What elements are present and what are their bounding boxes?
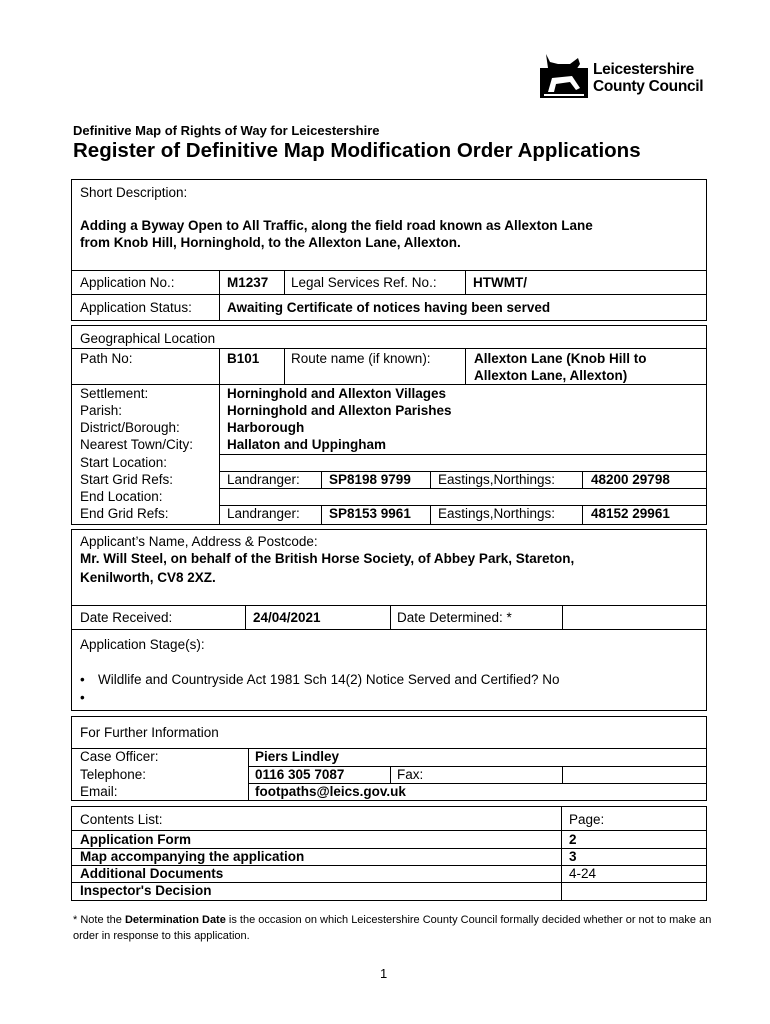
application-no-value: M1237 [227, 275, 269, 290]
date-determined-label: Date Determined: * [397, 610, 512, 625]
application-stages-label: Application Stage(s): [80, 637, 205, 652]
parish-label: Parish: [80, 403, 123, 418]
contents-item-page: 3 [569, 849, 577, 864]
contents-item-name: Map accompanying the application [80, 849, 305, 864]
start-location-label: Start Location: [80, 455, 168, 470]
nearest-town-label: Nearest Town/City: [80, 437, 194, 452]
start-eastings-label: Eastings,Northings: [438, 472, 556, 487]
contents-page-label: Page: [569, 812, 605, 827]
council-name [593, 61, 703, 95]
end-landranger-label: Landranger: [227, 506, 300, 521]
geographical-location-box [71, 325, 707, 525]
parish-value: Horninghold and Allexton Parishes [227, 403, 452, 418]
application-box [71, 179, 707, 321]
geo-heading: Geographical Location [80, 331, 216, 346]
short-description-label: Short Description: [80, 185, 188, 200]
doc-subtitle: Definitive Map of Rights of Way for Leicestershire [73, 123, 380, 138]
settlement-value: Horninghold and Allexton Villages [227, 386, 447, 401]
start-landranger-label: Landranger: [227, 472, 300, 487]
contents-item-page: 4-24 [569, 866, 597, 881]
short-description-line2: from Knob Hill, Horninghold, to the Allexton Lane, Allexton. [80, 235, 461, 250]
doc-title: Register of Definitive Map Modification Order Applications [73, 139, 641, 162]
contents-item-page: 2 [569, 832, 577, 847]
end-location-label: End Location: [80, 489, 163, 504]
end-eastings-value: 48152 29961 [591, 506, 670, 521]
applicant-label: Applicant’s Name, Address & Postcode: [80, 534, 318, 549]
end-landranger-value: SP8153 9961 [329, 506, 411, 521]
determination-note [73, 912, 713, 944]
logo-line-2: County Council [593, 78, 704, 95]
path-no-label: Path No: [80, 351, 133, 366]
further-heading: For Further Information [80, 725, 219, 740]
end-grid-label: End Grid Refs: [80, 506, 169, 521]
further-information-box [71, 716, 707, 801]
start-landranger-value: SP8198 9799 [329, 472, 411, 487]
path-no-value: B101 [227, 351, 260, 366]
note-rest: is the occasion on which Leicestershire County Council formally decided whether or not to make an order in response to this application. [73, 914, 712, 942]
start-eastings-value: 48200 29798 [591, 472, 670, 487]
logo-line-1: Leicestershire [593, 61, 694, 78]
stage-item-1: Wildlife and Countryside Act 1981 Sch 14(2) Notice Served and Certified? No [98, 672, 560, 687]
district-value: Harborough [227, 420, 305, 435]
short-description-line1: Adding a Byway Open to All Traffic, along the field road known as Allexton Lane [80, 218, 593, 233]
applicant-line2: Kenilworth, CV8 2XZ. [80, 570, 216, 585]
district-label: District/Borough: [80, 420, 180, 435]
applicant-line1: Mr. Will Steel, on behalf of the British Horse Society, of Abbey Park, Stareton, [80, 551, 575, 566]
page-number: 1 [380, 966, 388, 981]
contents-label: Contents List: [80, 812, 163, 827]
settlement-label: Settlement: [80, 386, 149, 401]
contents-box [71, 806, 707, 901]
start-grid-label: Start Grid Refs: [80, 472, 174, 487]
date-received-label: Date Received: [80, 610, 173, 625]
telephone-value: 0116 305 7087 [255, 767, 345, 782]
note-bold: Determination Date [124, 914, 226, 926]
legal-ref-label: Legal Services Ref. No.: [291, 275, 437, 290]
application-status-value: Awaiting Certificate of notices having been served [227, 300, 551, 315]
applicant-box [71, 529, 707, 711]
route-name-label: Route name (if known): [291, 351, 431, 366]
route-name-line2: Allexton Lane, Allexton) [474, 368, 628, 383]
fox-emblem-icon [540, 52, 588, 98]
email-value: footpaths@leics.gov.uk [255, 784, 406, 799]
contents-item-name: Additional Documents [80, 866, 224, 881]
end-eastings-label: Eastings,Northings: [438, 506, 556, 521]
contents-item-name: Inspector's Decision [80, 883, 212, 898]
application-no-label: Application No.: [80, 275, 175, 290]
note-prefix: * Note the [73, 914, 125, 926]
telephone-label: Telephone: [80, 767, 147, 782]
case-officer-value: Piers Lindley [255, 749, 340, 764]
fax-label: Fax: [397, 767, 424, 782]
stage-bullet-2: • [80, 690, 85, 705]
stage-bullet-1: • [80, 672, 85, 687]
application-status-label: Application Status: [80, 300, 192, 315]
legal-ref-value: HTWMT/ [473, 275, 527, 290]
date-received-value: 24/04/2021 [253, 610, 321, 625]
route-name-line1: Allexton Lane (Knob Hill to [474, 351, 647, 366]
council-logo [540, 52, 710, 100]
contents-item-name: Application Form [80, 832, 191, 847]
email-label: Email: [80, 784, 118, 799]
nearest-town-value: Hallaton and Uppingham [227, 437, 387, 452]
case-officer-label: Case Officer: [80, 749, 159, 764]
